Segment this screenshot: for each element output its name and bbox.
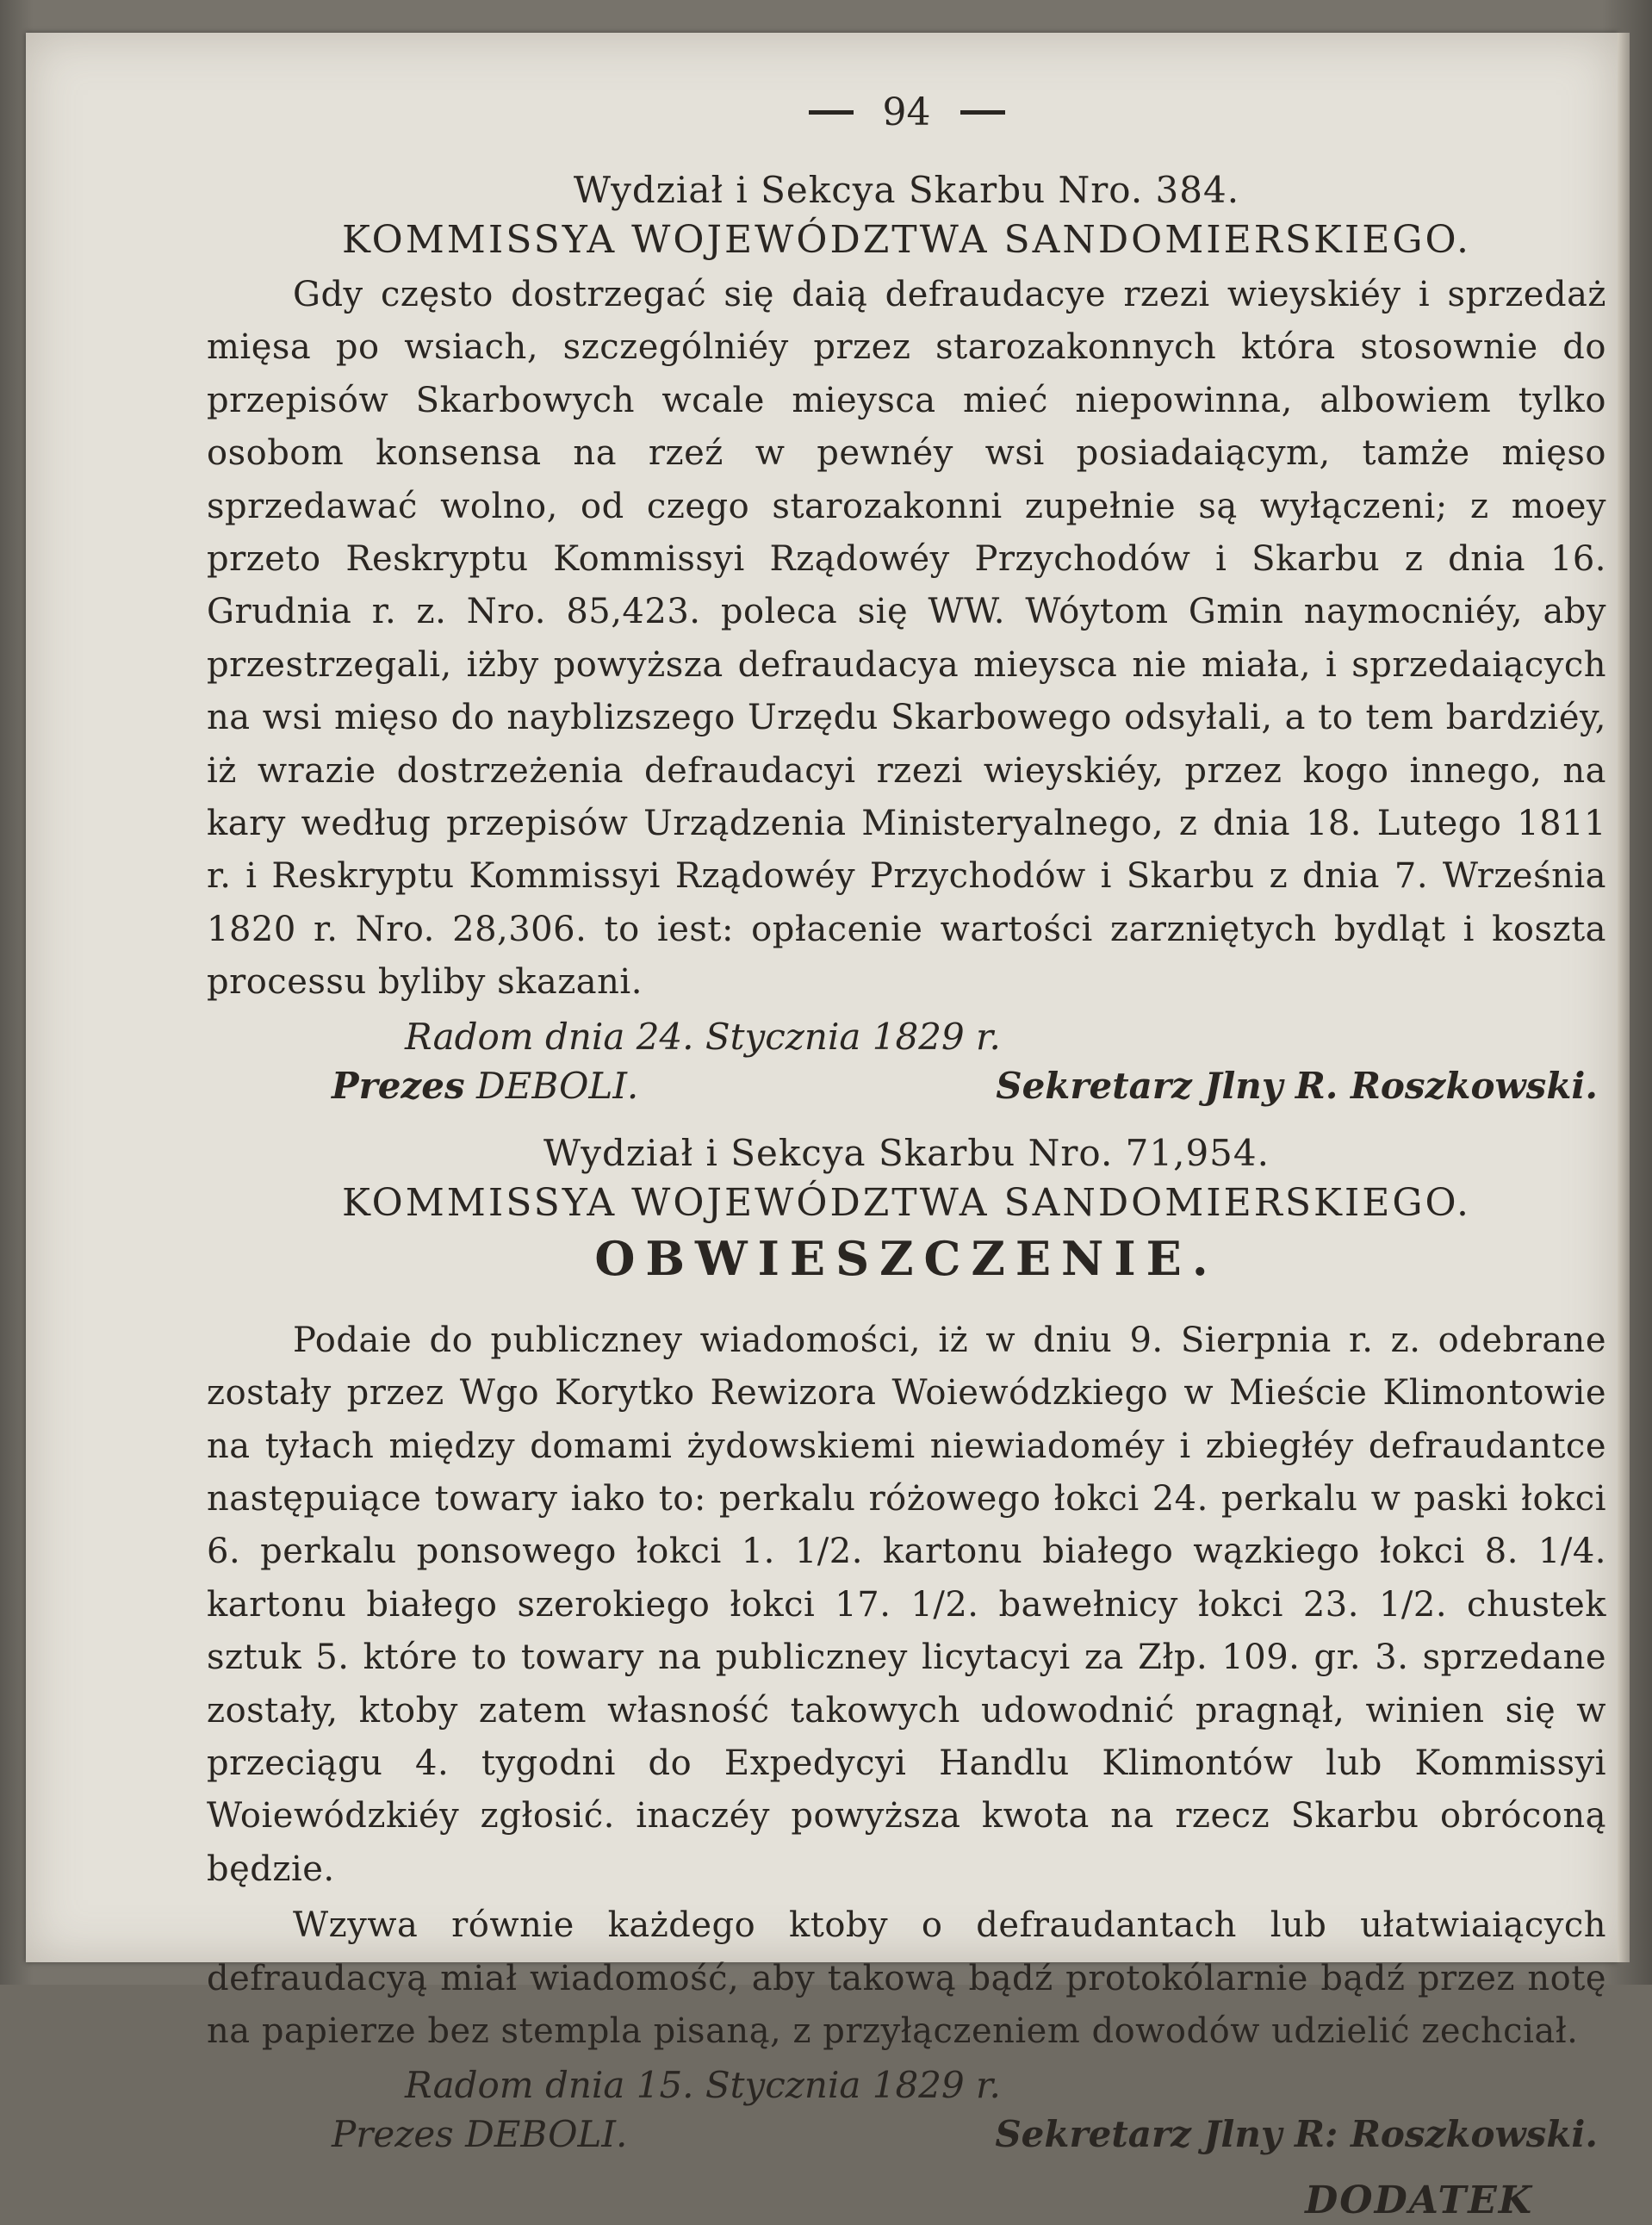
notice-1-president-name: DEBOLI. bbox=[476, 1064, 639, 1107]
notice-2 bbox=[207, 1128, 1606, 2160]
notice-2-president-title: Prezes bbox=[332, 2113, 454, 2156]
notice-1-secretary: Sekretarz Jlny R. Roszkowski. bbox=[996, 1064, 1598, 1107]
catchword: DODATEK bbox=[1305, 2178, 1533, 2223]
page-edge bbox=[1618, 33, 1630, 1962]
header-dash-right bbox=[960, 110, 1005, 115]
notice-2-date: Radom dnia 15. Stycznia 1829 r. bbox=[405, 2064, 1001, 2107]
page-content bbox=[207, 78, 1606, 2225]
notice-1-signatures bbox=[207, 1061, 1606, 1111]
document-page bbox=[26, 33, 1618, 2223]
notice-2-department: Wydział i Sekcya Skarbu Nro. 71,954. bbox=[543, 1131, 1270, 1174]
notice-2-president-name: DEBOLI. bbox=[465, 2113, 628, 2156]
notice-1-body: Gdy często dostrzegać się daią defraudacye rzezi wieyskiéy i sprzedaż mięsa po wsiach, szczególniéy przez starozakonnych która stosownie do przepisów Skarbowych wcale mieysca mieć niepowinna, albowiem tylko osobom konsensa na rzeź w pewnéy wsi posiadaiącym, tamże mięso sprzedawać wolno, od czego starozakonni zupełnie są wyłączeni; z moey przeto Reskryptu Kommissyi Rządowéy Przychodów i Skarbu z dnia 16. Grudnia r. z. Nro. 85,423. poleca się WW. Wóytom Gmin naymocniéy, aby przestrzegali, iżby powyższa defraudacya mieysca nie miała, i sprzedaiących na wsi mięso do nayblizszego Urzędu Skarbowego odsyłali, a to tem bardziéy, iż wrazie dostrzeżenia defraudacyi rzezi wieyskiéy, przez kogo innego, na kary według przepisów Urządzenia Ministeryalnego, z dnia 18. Lutego 1811 r. i Reskryptu Kommissyi Rządowéy Przychodów i Skarbu z dnia 7. Września 1820 r. Nro. 28,306. to iest: opłacenie wartości zarzniętych bydląt i koszta processu byliby skazani. bbox=[207, 275, 1606, 1003]
notice-1-commission: KOMMISSYA WOJEWÓDZTWA SANDOMIERSKIEGO. bbox=[341, 218, 1472, 262]
notice-1-department: Wydział i Sekcya Skarbu Nro. 384. bbox=[573, 169, 1240, 211]
page-number: 94 bbox=[882, 90, 931, 134]
page-header bbox=[207, 78, 1606, 146]
notice-2-body-1: Podaie do publiczney wiadomości, iż w dniu 9. Sierpnia r. z. odebrane zostały przez Wgo Korytko Rewizora Woiewódzkiego w Mieście Klimontowie na tyłach między domami żydowskiemi niewiadoméy i zbiegłéy defraudantce następuiące towary iako to: perkalu różowego łokci 24. perkalu w paski łokci 6. perkalu ponsowego łokci 1. 1/2. kartonu białego wązkiego łokci 8. 1/4. kartonu białego szerokiego łokci 17. 1/2. bawełnicy łokci 23. 1/2. chustek sztuk 5. które to towary na publiczney licytacyi za Złp. 109. gr. 3. sprzedane zostały, ktoby zatem własność takowych udowodnić pragnął, winien się w przeciągu 4. tygodni do Expedycyi Handlu Klimontów lub Kommissyi Woiewódzkiéy zgłosić. inaczéy powyższa kwota na rzecz Skarbu obróconą będzie. bbox=[207, 1320, 1606, 1889]
notice-1 bbox=[207, 165, 1606, 1111]
notice-1-date: Radom dnia 24. Stycznia 1829 r. bbox=[405, 1015, 1001, 1058]
notice-2-signature-left bbox=[207, 2110, 627, 2160]
notice-2-secretary: Sekretarz Jlny R: Roszkowski. bbox=[995, 2113, 1598, 2156]
notice-2-body-2: Wzywa równie każdego ktoby o defraudantach lub ułatwiaiących defraudacyą miał wiadomość, aby takową bądź protokólarnie bądź przez notę na papierze bez stempla pisaną, z przyłączeniem dowodów udzielić zechciał. bbox=[207, 1905, 1606, 2051]
notice-1-signature-left bbox=[207, 1061, 638, 1111]
notice-2-signatures bbox=[207, 2110, 1606, 2160]
header-dash-left bbox=[809, 110, 854, 115]
notice-2-title: OBWIESZCZENIE. bbox=[594, 1230, 1219, 1286]
notice-1-president-title: Prezes bbox=[332, 1064, 465, 1107]
notice-2-commission: KOMMISSYA WOJEWÓDZTWA SANDOMIERSKIEGO. bbox=[341, 1180, 1472, 1225]
